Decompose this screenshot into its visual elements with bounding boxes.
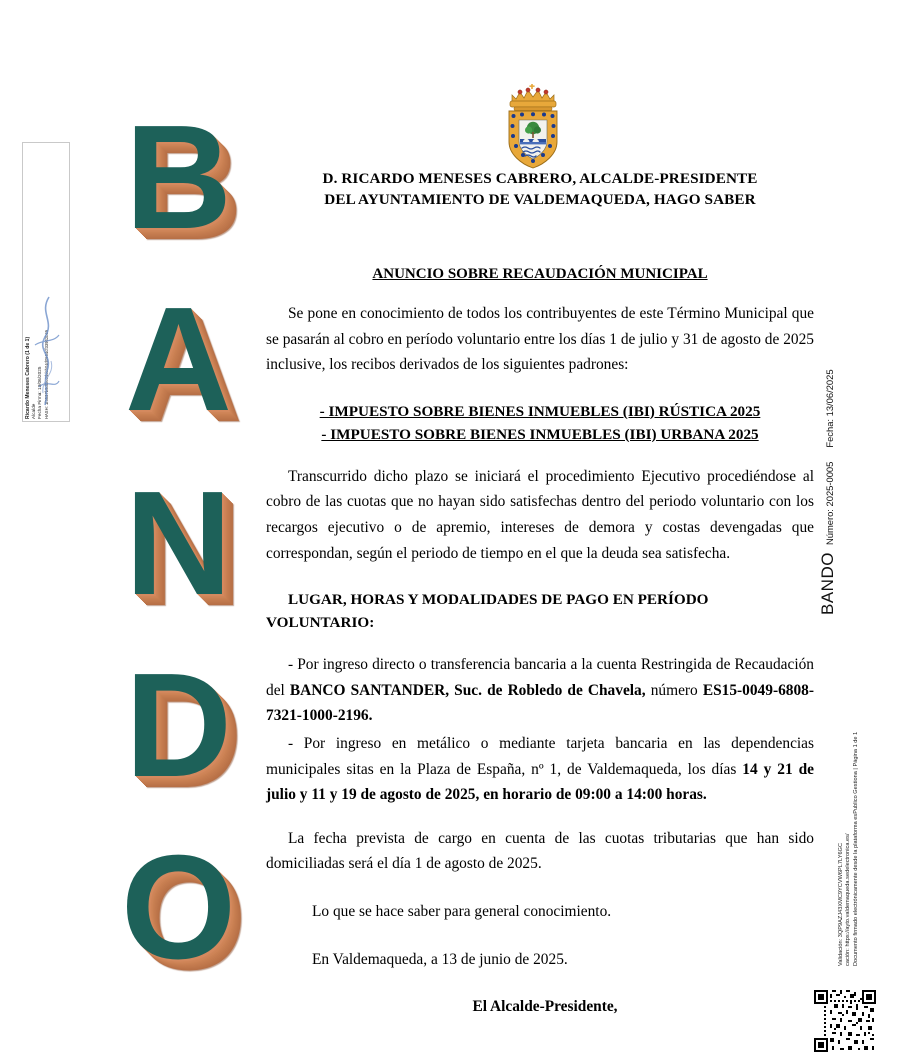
header-line-2: DEL AYUNTAMIENTO DE VALDEMAQUEDA, HAGO SABER (324, 191, 756, 208)
bando-letter-a: A (125, 277, 232, 442)
padrones-list (266, 400, 814, 446)
padron-item-rustica: - IMPUESTO SOBRE BIENES INMUEBLES (IBI) RÚSTICA 2025 (319, 402, 761, 420)
signature-signer-name: Ricardo Meneses Cabrero (1 de 1) (25, 336, 31, 419)
paragraph-direct-debit: La fecha prevista de cargo en cuenta de las cuotas tributarias que han sido domiciliadas será el día 1 de agosto de 2025. (266, 829, 814, 873)
platform-note: Documento firmado electrónicamente desde la plataforma esPublico Gestiona | Página 1 de 1 (852, 731, 859, 966)
signature-signer-role: Alcalde (31, 403, 37, 419)
padron-item-urbana: - IMPUESTO SOBRE BIENES INMUEBLES (IBI) URBANA 2025 (321, 425, 759, 443)
bando-letter-b: B (125, 95, 232, 260)
section-heading-line-1: LUGAR, HORAS Y MODALIDADES DE PAGO EN PERÍODO (288, 591, 709, 609)
bando-banner-letters (96, 95, 261, 1034)
header-line-1: D. RICARDO MENESES CABRERO, ALCALDE-PRESIDENTE (322, 170, 758, 187)
payment-method-cash (266, 731, 814, 808)
right-margin-validation-info (836, 630, 862, 966)
document-header (266, 168, 814, 210)
right-margin-number: Número: 2025-0005 (824, 461, 835, 546)
electronic-signature-stamp (22, 142, 70, 422)
payment-method-transfer (266, 652, 814, 729)
closing-line-2: En Valdemaqueda, a 13 de junio de 2025. (312, 950, 568, 968)
qr-code-icon (812, 988, 878, 1054)
right-margin-doc-type: BANDO (818, 552, 837, 615)
right-margin-document-meta (818, 369, 860, 615)
bando-letter-n: N (125, 461, 232, 626)
section-heading-payment (266, 588, 814, 634)
bando-letter-d: D (125, 643, 232, 808)
document-subtitle: ANUNCIO SOBRE RECAUDACIÓN MUNICIPAL (372, 266, 708, 282)
signature-title: El Alcalde-Presidente, (472, 998, 618, 1016)
handwritten-signature-icon (29, 291, 63, 411)
section-heading-line-2: VOLUNTARIO: (266, 614, 375, 632)
payment-transfer-prefix: - Por ingreso directo o transferencia bancaria a la cuenta Restringida de Recaudación del (266, 656, 814, 699)
bando-letter-o: O (120, 825, 237, 990)
payment-number-label: número (645, 681, 703, 699)
payment-cash-prefix: - Por ingreso en metálico o mediante tarjeta bancaria en las dependencias municipales sitas en la Plaza de España, nº 1, de Valdemaqueda, los días (266, 734, 814, 778)
payment-iban: ES15-0049-6808-7321-1000-2196. (266, 681, 814, 725)
signature-hash: HASH: 1f5537b5dfb60ddcb04d0564cf33942b65 (43, 329, 49, 419)
payment-bank-name: BANCO SANTANDER, Suc. de Robledo de Chavela, (289, 681, 646, 699)
paragraph-executive-procedure: Transcurrido dicho plazo se iniciará el procedimiento Ejecutivo procediéndose al cobro de las cuotas que no hayan sido satisfechas dentro del periodo voluntario con los recargos ejecutivo o de apremio, intereses de demora y costas devengadas que correspondan, según el periodo de tiempo en el que la deuda sea satisfecha. (266, 467, 814, 562)
signature-date: Fecha Firma: 13/06/2025 (37, 366, 43, 419)
payment-cash-dates: 14 y 21 de julio y 11 y 19 de agosto de 2025, en horario de 09:00 a 14:00 horas. (266, 760, 814, 804)
right-margin-date: Fecha: 13/06/2025 (824, 369, 835, 448)
coat-of-arms-icon (498, 82, 568, 170)
validation-url: cación: https://ayto.valdemaqueda.sedelectronica.es/ (845, 833, 852, 966)
validation-code: Validación: 3QP9AZJ43XMC9YCVW6PL7LY6GC (837, 842, 844, 966)
document-body (266, 168, 814, 1016)
closing-line-1: Lo que se hace saber para general conocimiento. (312, 902, 612, 920)
paragraph-notice: Se pone en conocimiento de todos los contribuyentes de este Término Municipal que se pasarán al cobro en período voluntario entre los días 1 de julio y 31 de agosto de 2025 inclusive, los recibos derivados de los siguientes padrones: (266, 305, 814, 374)
